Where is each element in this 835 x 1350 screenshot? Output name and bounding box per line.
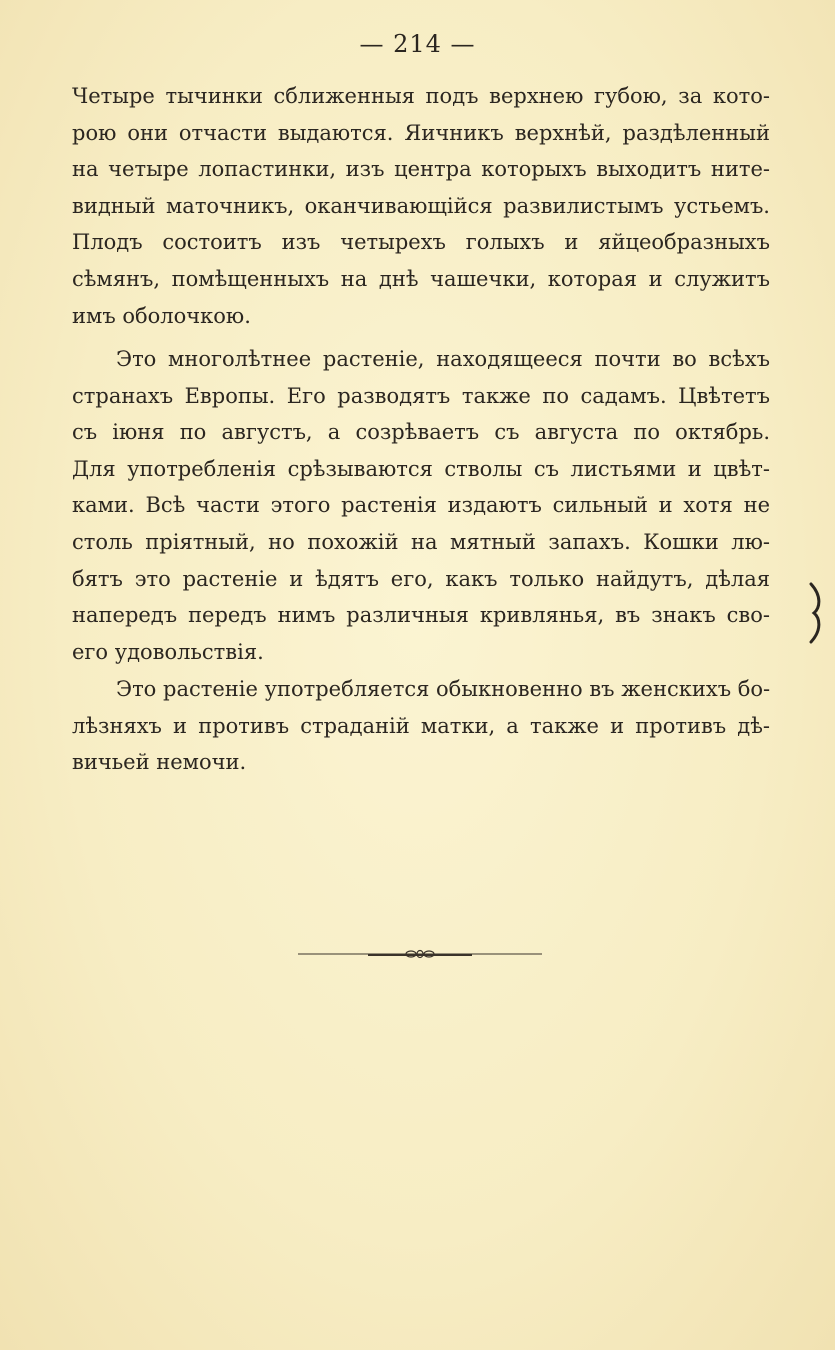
text-line: Для употребленія срѣзываются стволы съ листьями и цвѣт-: [72, 456, 770, 481]
text-line: странахъ Европы. Его разводятъ также по садамъ. Цвѣтетъ: [72, 383, 770, 408]
paragraph-2: [72, 341, 770, 670]
text-line: Четыре тычинки сближенныя подъ верхнею губою, за кото-: [72, 84, 770, 108]
text-line: имъ оболочкою.: [72, 303, 251, 328]
paragraph-3: [72, 671, 770, 781]
text-line: рою они отчасти выдаются. Яичникъ верхнѣй, раздѣленный: [72, 120, 770, 145]
text-line: на четыре лопастинки, изъ центра которыхъ выходитъ ните-: [72, 157, 770, 182]
paragraph-1: [72, 78, 770, 334]
margin-bracket-mark: [808, 582, 826, 644]
text-line: напередъ передъ нимъ различныя кривлянья, въ знакъ сво-: [72, 603, 770, 628]
text-line: бятъ это растеніе и ѣдятъ его, какъ только найдутъ, дѣлая: [72, 566, 770, 591]
text-line: сѣмянъ, помѣщенныхъ на днѣ чашечки, которая и служитъ: [72, 266, 770, 291]
text-line: ками. Всѣ части этого растенія издаютъ сильный и хотя не: [72, 493, 770, 518]
text-line: Плодъ состоитъ изъ четырехъ голыхъ и яйцеобразныхъ: [72, 230, 770, 255]
text-line: Это многолѣтнее растеніе, находящееся почти во всѣхъ: [116, 347, 770, 371]
text-line: лѣзняхъ и противъ страданій матки, а также и противъ дѣ-: [72, 713, 770, 738]
text-line: вичьей немочи.: [72, 750, 247, 775]
text-line: съ іюня по августъ, а созрѣваетъ съ августа по октябрь.: [72, 420, 770, 445]
text-line: видный маточникъ, оканчивающійся развилистымъ устьемъ.: [72, 193, 770, 218]
text-line: столь пріятный, но похожій на мятный запахъ. Кошки лю-: [72, 529, 770, 554]
section-divider-ornament: [298, 944, 542, 964]
text-line: его удовольствія.: [72, 639, 264, 664]
page-number: — 214 —: [359, 30, 476, 58]
text-line: Это растеніе употребляется обыкновенно въ женскихъ бо-: [116, 677, 771, 701]
